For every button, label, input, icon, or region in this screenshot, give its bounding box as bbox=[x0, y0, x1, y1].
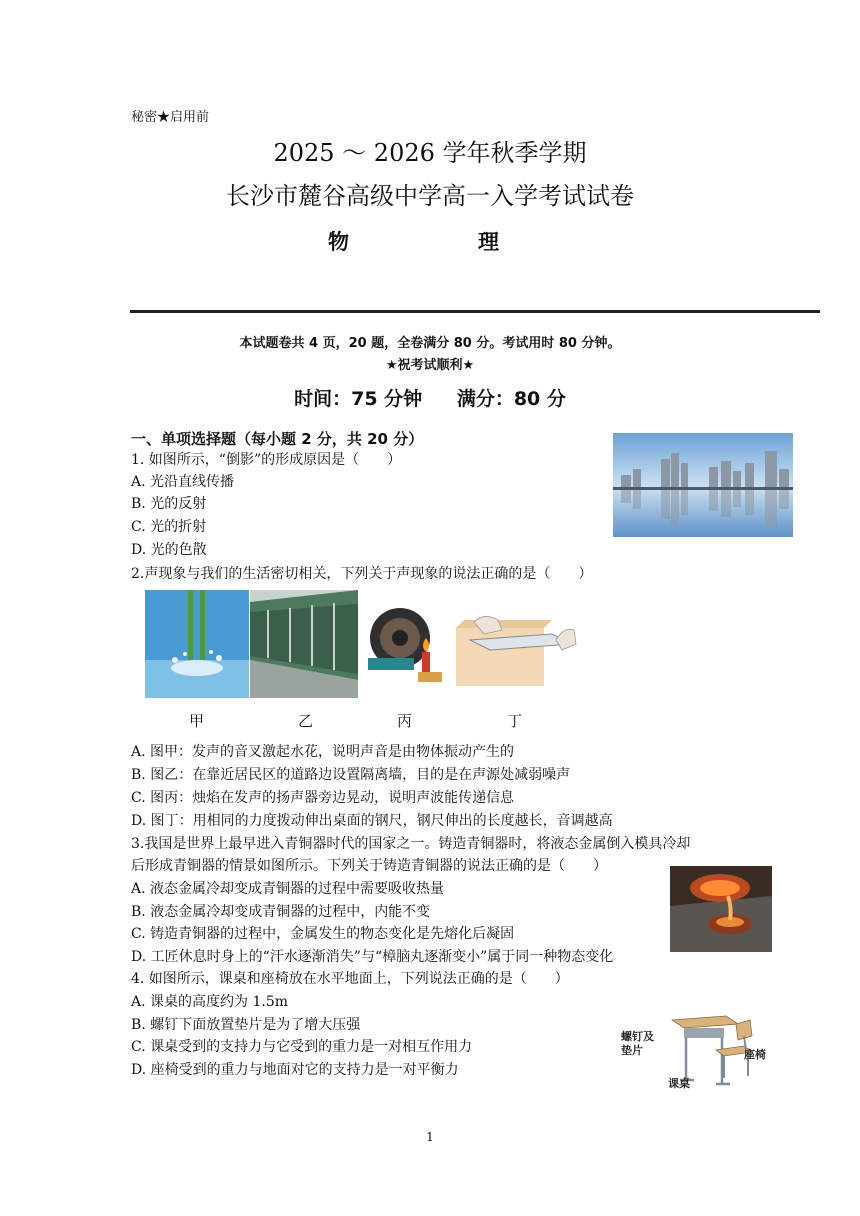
header-divider bbox=[130, 310, 820, 313]
exam-term-title: 2025 ～ 2026 学年秋季学期 bbox=[273, 139, 587, 167]
q4-stem: 4. 如图所示，课桌和座椅放在水平地面上，下列说法正确的是（ ） bbox=[131, 971, 569, 987]
exam-time: 时间：75 分钟 bbox=[294, 388, 423, 410]
q3-option-b: B. 液态金属冷却变成青铜器的过程中，内能不变 bbox=[131, 904, 431, 920]
q1-stem: 1. 如图所示，“倒影”的形成原因是（ ） bbox=[131, 452, 402, 468]
q2-caption-yi: 乙 bbox=[298, 712, 314, 730]
q3-option-a: A. 液态金属冷却变成青铜器的过程中需要吸收热量 bbox=[131, 881, 445, 897]
time-score-bar bbox=[0, 384, 860, 411]
q1-option-c: C. 光的折射 bbox=[131, 519, 207, 535]
bronze-casting-image bbox=[670, 866, 772, 952]
ruler-desk-image bbox=[456, 610, 580, 686]
q2-caption-ding: 丁 bbox=[507, 712, 523, 730]
q4-option-c: C. 课桌受到的支持力与它受到的重力是一对相互作用力 bbox=[131, 1039, 473, 1055]
exam-full-score: 满分：80 分 bbox=[456, 388, 566, 410]
good-luck-line: ★祝考试顺利★ bbox=[385, 358, 475, 373]
exam-school-title: 长沙市麓谷高级中学高一入学考试试卷 bbox=[226, 182, 634, 210]
q3-option-d: D. 工匠休息时身上的“汗水逐渐消失”与“樟脑丸逐渐变小”属于同一种物态变化 bbox=[131, 949, 614, 965]
label-chair: 座椅 bbox=[744, 1048, 766, 1061]
q2-option-d: D. 图丁：用相同的力度拨动伸出桌面的钢尺，钢尺伸出的长度越长，音调越高 bbox=[131, 813, 613, 829]
city-reflection-image bbox=[613, 433, 793, 537]
page-number: 1 bbox=[426, 1130, 434, 1144]
label-screw-line1: 螺钉及 bbox=[621, 1030, 654, 1043]
q4-option-a: A. 课桌的高度约为 1.5m bbox=[131, 994, 289, 1010]
q2-option-b: B. 图乙：在靠近居民区的道路边设置隔离墙，目的是在声源处减弱噪声 bbox=[131, 767, 571, 783]
noise-barrier-image bbox=[250, 590, 358, 698]
q1-option-d: D. 光的色散 bbox=[131, 542, 207, 558]
q1-option-b: B. 光的反射 bbox=[131, 496, 207, 512]
section-title: 一、单项选择题（每小题 2 分，共 20 分） bbox=[131, 430, 424, 448]
q3-stem-line1: 3.我国是世界上最早进入青铜器时代的国家之一。铸造青铜器时，将液态金属倒入模具冷却 bbox=[131, 836, 691, 852]
subject-char-2: 理 bbox=[478, 229, 499, 254]
q2-caption-jia: 甲 bbox=[189, 712, 205, 730]
q1-option-a: A. 光沿直线传播 bbox=[131, 474, 235, 490]
q2-stem: 2.声现象与我们的生活密切相关，下列关于声现象的说法正确的是（ ） bbox=[131, 566, 593, 582]
exam-instructions: 本试题卷共 4 页，20 题，全卷满分 80 分。考试用时 80 分钟。 bbox=[239, 336, 621, 351]
q3-option-c: C. 铸造青铜器的过程中，金属发生的物态变化是先熔化后凝固 bbox=[131, 926, 515, 942]
secret-label: 秘密★启用前 bbox=[131, 110, 210, 125]
q4-option-d: D. 座椅受到的重力与地面对它的支持力是一对平衡力 bbox=[131, 1062, 459, 1078]
q2-caption-bing: 丙 bbox=[397, 712, 413, 730]
label-screw-line2: 垫片 bbox=[621, 1044, 643, 1057]
label-desk: 课桌 bbox=[668, 1077, 690, 1090]
subject-char-1: 物 bbox=[328, 229, 349, 254]
q2-option-a: A. 图甲：发声的音叉激起水花，说明声音是由物体振动产生的 bbox=[131, 744, 515, 760]
q2-option-c: C. 图丙：烛焰在发声的扬声器旁边晃动，说明声波能传递信息 bbox=[131, 790, 515, 806]
q4-option-b: B. 螺钉下面放置垫片是为了增大压强 bbox=[131, 1017, 361, 1033]
speaker-candle-image bbox=[364, 602, 454, 686]
q3-stem-line2: 后形成青铜器的情景如图所示。下列关于铸造青铜器的说法正确的是（ ） bbox=[131, 858, 607, 874]
tuning-fork-image bbox=[145, 590, 249, 698]
